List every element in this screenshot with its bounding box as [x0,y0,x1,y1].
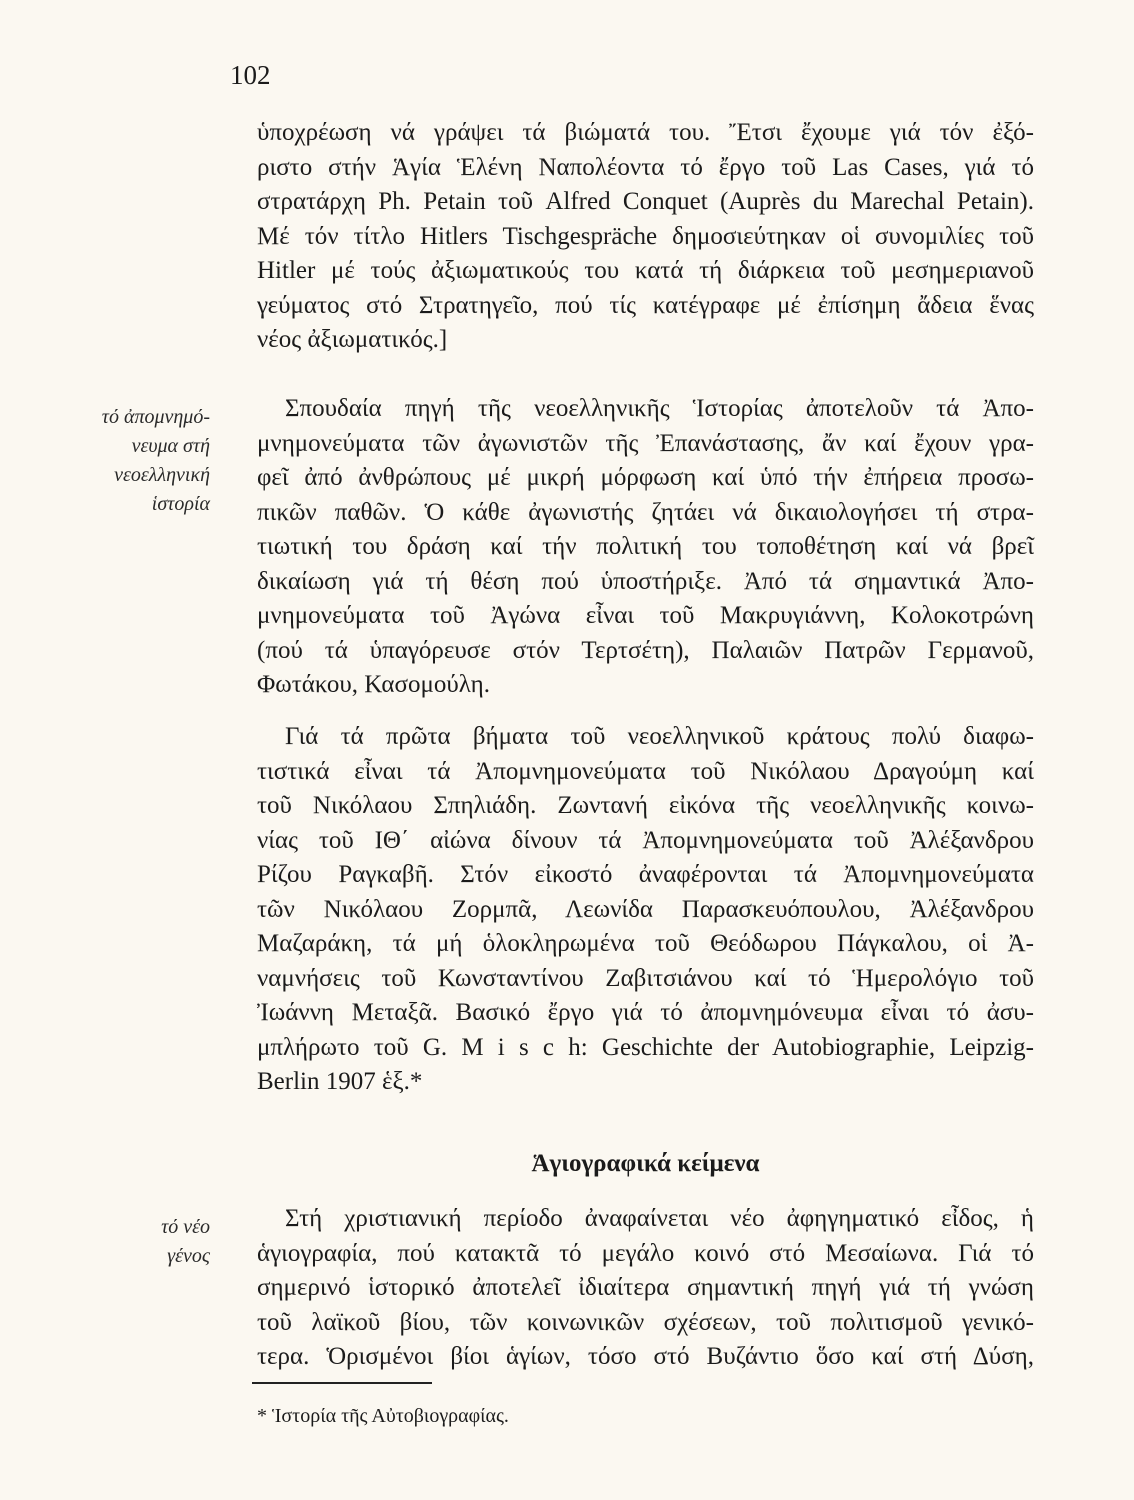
margin-note-line: νεοελληνική [114,464,210,486]
text-line: μνημονεύματα τοῦ Ἀγώνα εἶναι τοῦ Μακρυγιάννη, Κολοκοτρώνη [257,602,1034,629]
text-line: Μαζαράκη, τά μή ὁλοκληρωμένα τοῦ Θεόδωρου Πάγκαλου, οἱ Ἀ- [257,930,1034,957]
text-line: ριστο στήν Ἁγία Ἑλένη Ναπολέοντα τό ἔργο τοῦ Las Cases, γιά τό [257,153,1034,181]
paragraph-hagiography [257,1202,1034,1375]
text-line: νέος ἀξιωματικός.] [257,326,448,353]
text-line: δικαίωση γιά τή θέση πού ὑποστήριξε. Ἀπό τά σημαντικά Ἀπο- [257,567,1034,595]
margin-note-memoir [40,403,210,519]
text-line: τιστικά εἶναι τά Ἀπομνημονεύματα τοῦ Νικόλαου Δραγούμη καί [257,757,1034,785]
text-line: πικῶν παθῶν. Ὁ κάθε ἀγωνιστής ζητάει νά δικαιολογήσει τή στρα- [257,498,1034,526]
text-line: Hitler μέ τούς ἀξιωματικούς του κατά τή διάρκεια τοῦ μεσημεριανοῦ [257,257,1034,284]
text-line: τῶν Νικόλαου Ζορμπᾶ, Λεωνίδα Παρασκευόπουλου, Ἀλέξανδρου [257,895,1034,923]
text-line: γεύματος στό Στρατηγεῖο, πού τίς κατέγραφε μέ ἐπίσημη ἄδεια ἕνας [257,291,1034,319]
text-line: τερα. Ὁρισμένοι βίοι ἁγίων, τόσο στό Βυζάντιο ὅσο καί στή Δύση, [257,1343,1034,1370]
text-line: ὑποχρέωση νά γράψει τά βιώματά του. Ἔτσι ἔχουμε γιά τόν ἐξό- [257,119,1034,146]
margin-note-line: νευμα στή [131,435,210,457]
text-line: (πού τά ὑπαγόρευσε στόν Τερτσέτη), Παλαιῶν Πατρῶν Γερμανοῦ, [257,636,1034,664]
text-line: Γιά τά πρῶτα βήματα τοῦ νεοελληνικοῦ κράτους πολύ διαφω- [285,723,1034,750]
page-number: 102 [230,60,271,90]
footnote-divider [252,1382,432,1384]
footnote: * Ἱστορία τῆς Αὐτοβιογραφίας. [257,1405,509,1427]
text-line: Φωτάκου, Κασομούλη. [257,671,491,698]
paragraph-memoirs-examples [257,116,1034,358]
text-line: τιωτική του δράση καί τήν πολιτική του τοποθέτηση καί νά βρεῖ [257,533,1034,560]
text-line: ναμνήσεις τοῦ Κωνσταντίνου Ζαβιτσιάνου καί τό Ἡμερολόγιο τοῦ [257,964,1034,992]
text-line: Μέ τόν τίτλο Hitlers Tischgespräche δημοσιεύτηκαν οἱ συνομιλίες τοῦ [257,222,1034,250]
margin-note-line: ἱστορία [151,493,210,515]
text-line: νίας τοῦ ΙΘ΄ αἰώνα δίνουν τά Ἀπομνημονεύματα τοῦ Ἀλέξανδρου [257,826,1034,854]
paragraph-greek-revolution-memoirs [257,392,1034,703]
text-line: μπλήρωτο τοῦ G. M i s c h: Geschichte der Autobiographie, Leipzig- [257,1033,1034,1061]
margin-note-line: γένος [167,1245,210,1267]
text-line: Ἰωάννη Μεταξᾶ. Βασικό ἔργο γιά τό ἀπομνημόνευμα εἶναι τό ἀσυ- [257,999,1034,1026]
text-line: φεῖ ἀπό ἀνθρώπους μέ μικρή μόρφωση καί ὑπό τήν ἐπήρεια προσω- [257,464,1034,491]
margin-note-line: τό νέο [161,1216,210,1238]
text-line: ἁγιογραφία, πού κατακτᾶ τό μεγάλο κοινό στό Μεσαίωνα. Γιά τό [257,1239,1034,1267]
text-line: σημερινό ἱστορικό ἀποτελεῖ ἰδιαίτερα σημαντική πηγή γιά τή γνώση [257,1274,1034,1301]
text-line: μνημονεύματα τῶν ἀγωνιστῶν τῆς Ἐπανάστασης, ἄν καί ἔχουν γρα- [257,429,1034,457]
text-line: στρατάρχη Ph. Petain τοῦ Alfred Conquet (Auprès du Marechal Petain). [257,188,1034,215]
text-line: Ρίζου Ραγκαβῆ. Στόν εἰκοστό ἀναφέρονται τά Ἀπομνημονεύματα [257,861,1034,888]
text-line: τοῦ λαϊκοῦ βίου, τῶν κοινωνικῶν σχέσεων, τοῦ πολιτισμοῦ γενικό- [257,1308,1034,1336]
section-heading: Ἁγιογραφικά κείμενα [531,1150,760,1177]
text-line: Σπουδαία πηγή τῆς νεοελληνικῆς Ἱστορίας ἀποτελοῦν τά Ἀπο- [285,395,1034,422]
text-line: Berlin 1907 ἑξ.* [257,1068,423,1095]
text-line: τοῦ Νικόλαου Σπηλιάδη. Ζωντανή εἰκόνα τῆς νεοελληνικῆς κοινω- [257,792,1034,819]
paragraph-modern-state-memoirs [257,720,1034,1100]
text-line: Στή χριστιανική περίοδο ἀναφαίνεται νέο ἀφηγηματικό εἶδος, ἡ [285,1205,1034,1232]
margin-note-new-genre [40,1213,210,1271]
margin-note-line: τό ἀπομνημό- [101,406,210,428]
